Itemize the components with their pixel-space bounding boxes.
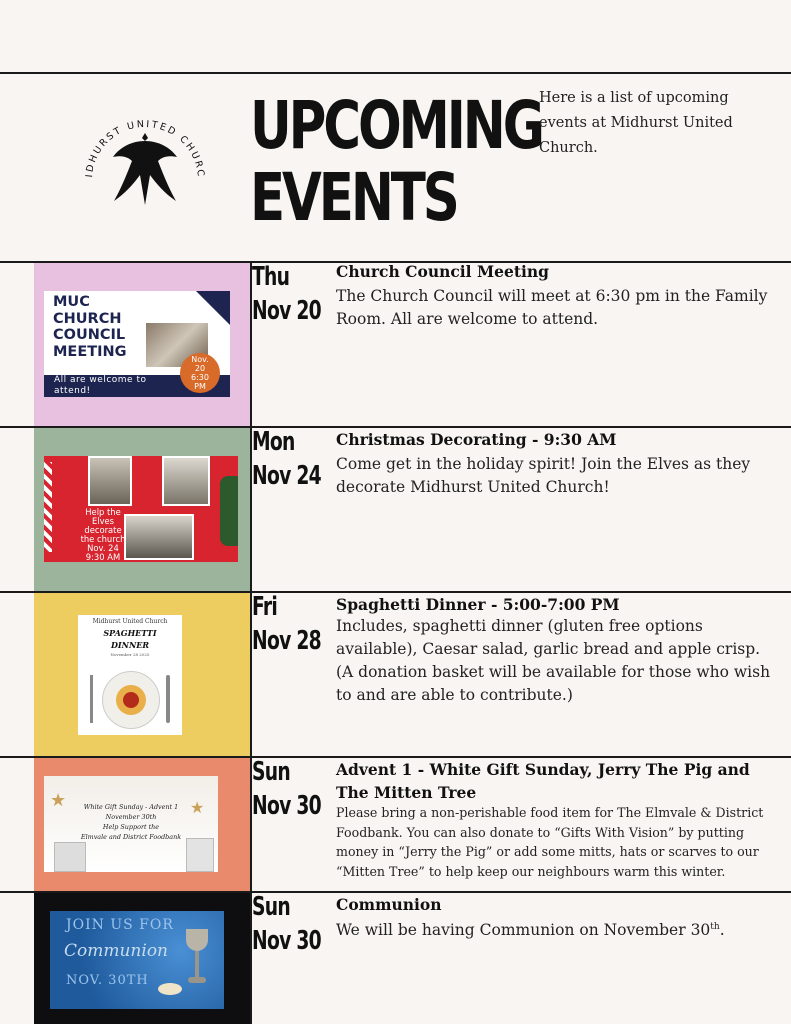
event-3-month-day: Nov 28: [252, 626, 321, 656]
star-icon: ★: [190, 798, 205, 817]
event-4-title: Advent 1 - White Gift Sunday, Jerry The Pig and The Mitten Tree: [336, 760, 750, 802]
candy-cane-icon: [44, 462, 52, 552]
gift-bags-icon: [54, 842, 86, 872]
communion-graphic: [50, 911, 224, 1009]
white-gift-graphic: [44, 776, 218, 872]
thumb-5-text-3: NOV. 30TH: [66, 973, 149, 988]
page-title: [250, 87, 542, 236]
event-1-thumbnail: [34, 263, 250, 426]
event-5-month-day: Nov 30: [252, 926, 321, 956]
thumb-3-text-2: SPAGHETTI: [103, 628, 157, 638]
star-icon: ★: [50, 790, 67, 811]
event-4-description: Please bring a non-perishable food item for The Elmvale & District Foodbank. You can also donate to “Gifts With Vision” by putting money in “Jerry the Pig” or add some mitts, hats or scarves to our “Mitten Tree” to help keep our neighbours warm this winter.: [336, 805, 764, 879]
event-2-day: Mon: [252, 427, 295, 457]
photo-3: [124, 514, 194, 560]
event-3-description: Includes, spaghetti dinner (gluten free options available), Caesar salad, garlic bread and apple crisp. (A donation basket will be available for those who wish to and are able to contribute.): [336, 617, 771, 704]
church-crest-icon: [196, 291, 230, 325]
photo-2: [162, 456, 210, 506]
title-line-2: EVENTS: [250, 159, 457, 236]
event-3-date: [252, 590, 321, 658]
event-5-day: Sun: [252, 892, 290, 922]
date-badge: [180, 353, 220, 393]
photo-1: [88, 456, 132, 506]
ordinal-suffix: th: [710, 922, 720, 932]
event-1-day: Thu: [252, 262, 290, 292]
thumb-5-text-1: JOIN US FOR: [66, 917, 174, 933]
thumb-1-line-3: COUNCIL: [53, 327, 126, 343]
event-5-description: [336, 916, 781, 942]
thumb-2-text-2: Elves: [91, 516, 115, 526]
bread-icon: [158, 983, 182, 995]
chalice-icon: [186, 929, 208, 991]
event-3-day: Fri: [252, 592, 278, 622]
event-2-title: Christmas Decorating - 9:30 AM: [336, 430, 617, 449]
holly-icon: [220, 476, 238, 546]
badge-line-2: 20: [194, 364, 206, 373]
top-rule: [0, 72, 791, 74]
thumb-4-text-4: Elmvale and District Foodbank: [80, 833, 182, 841]
thumb-3-text-1: Midhurst United Church: [92, 618, 168, 625]
event-3-thumbnail: [34, 593, 250, 756]
event-1-title: Church Council Meeting: [336, 262, 550, 281]
badge-line-1: Nov.: [191, 355, 209, 364]
thumb-4-text-2: November 30th: [105, 813, 157, 821]
intro-text: Here is a list of upcoming events at Midhurst United Church.: [539, 90, 733, 156]
event-3-title: Spaghetti Dinner - 5:00-7:00 PM: [336, 595, 620, 614]
event-4-thumbnail: [34, 758, 250, 891]
council-meeting-graphic: [44, 291, 230, 397]
event-1-description: The Church Council will meet at 6:30 pm in the Family Room. All are welcome to attend.: [336, 287, 768, 328]
spaghetti-flyer: [78, 615, 182, 735]
thumb-1-line-1: MUC: [53, 294, 90, 310]
thumb-3-text-4: November 28 2025: [110, 652, 150, 657]
event-2-description: Come get in the holiday spirit! Join the Elves as they decorate Midhurst United Church!: [336, 455, 751, 496]
thumb-2-text-6: 9:30 AM: [85, 552, 121, 562]
thumb-4-text-1: White Gift Sunday - Advent 1: [83, 803, 179, 811]
event-1-date: [252, 260, 321, 328]
event-1-month-day: Nov 20: [252, 296, 321, 326]
thumb-1-line-2: CHURCH: [53, 310, 122, 327]
knife-icon: [166, 675, 170, 723]
thumb-1-line-4: MEETING: [53, 343, 127, 360]
badge-line-4: PM: [194, 382, 206, 391]
thumb-2-text-3: decorate: [84, 525, 122, 535]
thumb-4-text-3: Help Support the: [102, 823, 160, 831]
dove-icon: [113, 133, 177, 205]
event-4-date: [252, 755, 321, 823]
thumb-2-text-4: the church: [80, 534, 126, 544]
thumb-2-text-1: Help the: [85, 507, 121, 517]
decorating-graphic: [44, 456, 238, 562]
event-2-thumbnail: [34, 428, 250, 591]
logo-text: IDHURST UNITED CHURC: [84, 118, 207, 179]
fork-icon: [90, 675, 93, 723]
plate-icon: [102, 671, 160, 729]
title-line-1: UPCOMING: [250, 87, 542, 164]
thumb-3-text-3: DINNER: [110, 640, 150, 650]
gift-bags-icon: [186, 838, 214, 872]
badge-line-3: 6:30: [191, 373, 209, 382]
event-5-thumbnail: [34, 893, 250, 1024]
thumb-1-banner: All are welcome to attend!: [54, 375, 147, 396]
event-5-date: [252, 890, 321, 958]
thumb-2-text-5: Nov. 24: [87, 543, 119, 553]
thumb-5-text-2: Communion: [64, 941, 169, 961]
event-2-date: [252, 425, 321, 493]
event-5-title: Communion: [336, 895, 442, 914]
church-logo: [70, 95, 220, 220]
event-5-description-end: .: [719, 921, 725, 940]
event-4-day: Sun: [252, 757, 290, 787]
event-2-month-day: Nov 24: [252, 461, 321, 491]
event-5-description-text: We will be having Communion on November 30: [336, 921, 711, 940]
event-4-month-day: Nov 30: [252, 791, 321, 821]
